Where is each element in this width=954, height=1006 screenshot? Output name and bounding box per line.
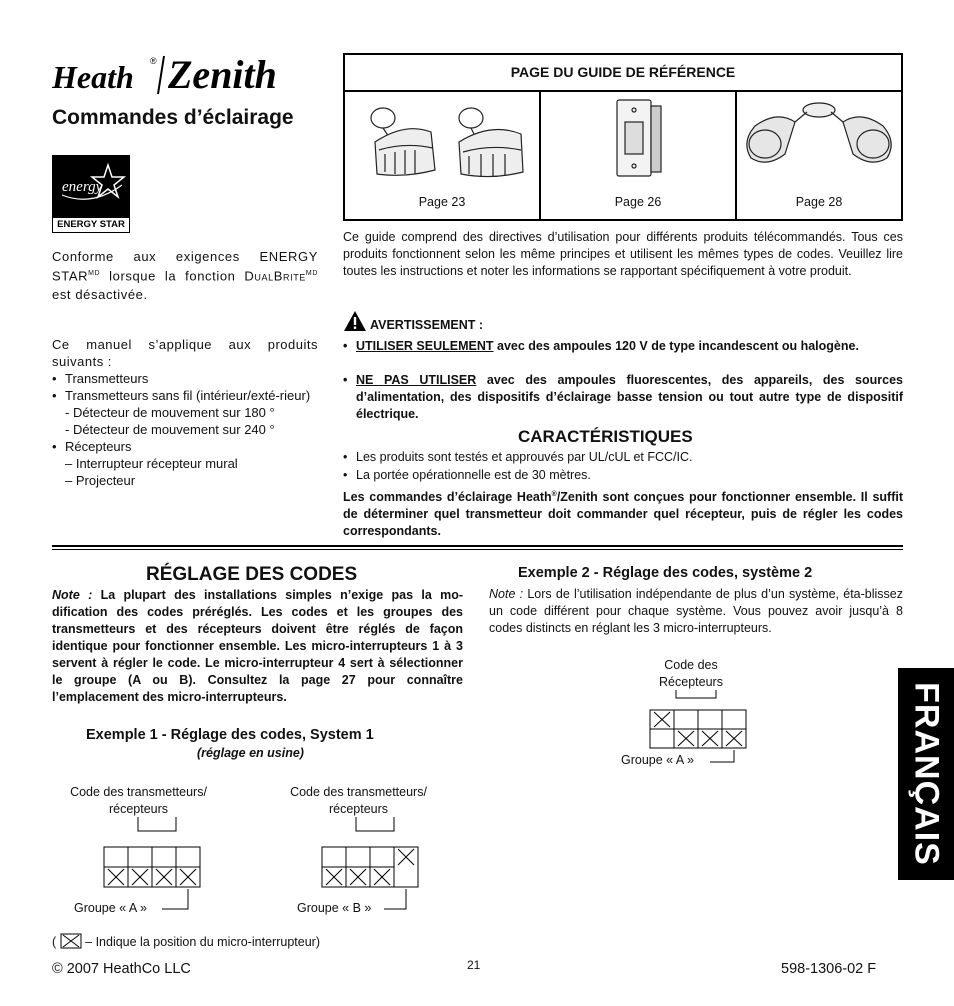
group-label: Groupe « B » — [297, 901, 372, 915]
list-subitem: – Interrupteur récepteur mural — [65, 456, 238, 471]
motion-sensor-image — [345, 92, 539, 192]
energy-star-label: ENERGY STAR — [52, 217, 130, 233]
page-subtitle: Commandes d’éclairage — [52, 106, 294, 129]
warning-text: avec des ampoules 120 V de type incandescent ou halogène. — [493, 339, 859, 353]
reference-cell-switch — [541, 92, 735, 219]
note-text: La plupart des installations simples n’exige pas la mo-dification des codes préréglés. Les codes et les groupes des transmetteurs et des récepteurs doivent être réglés de façon identique pour fonctionner ensemble. Les micro-interrupteurs 1 à 3 servent à régler le code. Le micro-interrupteur 4 sert à sélectionner le groupe (A ou B). Consultez la page 27 pour connaître l’emplacement des micro-interrupteurs. — [52, 588, 463, 704]
warning-item: • NE PAS UTILISER avec des ampoules fluorescentes, des appareils, des sources d’alimentation, des dispositifs d’éclairage basse tension ou tout autre type de dispositif électrique. — [343, 373, 904, 421]
list-item: • Transmetteurs — [52, 370, 318, 387]
energy-script: energy — [62, 179, 103, 195]
list-subitem: - Détecteur de mouvement sur 240 ° — [65, 422, 275, 437]
conf-sc1: UAL — [254, 272, 274, 283]
feature-item: • Les produits sont testés et approuvés par UL/cUL et FCC/IC. — [343, 449, 903, 466]
warning-lead: UTILISER SEULEMENT — [356, 339, 494, 353]
note-label: Note : — [52, 588, 93, 602]
floodlight-image — [737, 92, 901, 192]
conf-md1: MD — [88, 270, 101, 277]
intro-paragraph: Ce guide comprend des directives d’utilisation pour différents produits télécommandés. Tous ces produits fonctionnent selon les même principes et utilisent les mêmes types de codes. Veuillez lire toutes les instructions et noter les informations se rapportant spécifiquement à votre produit. — [343, 230, 903, 278]
conformity-text — [52, 248, 318, 303]
example2-title: Exemple 2 - Réglage des codes, système 2 — [518, 565, 813, 581]
brand-heath: Heath — [52, 59, 134, 95]
reference-cell-floodlight — [737, 92, 901, 219]
warning-item: • UTILISER SEULEMENT avec des ampoules 120 V de type incandescent ou halogène. — [343, 339, 859, 353]
legend-text: – Indique la position du micro-interrupteur) — [85, 935, 320, 949]
note-label: Note : — [489, 587, 524, 601]
conf-part4: est désactivée. — [52, 287, 148, 303]
list-subitem: – Projecteur — [65, 473, 136, 488]
feature-text: La portée opérationnelle est de 30 mètres. — [356, 468, 591, 482]
features-para-b: /Zenith sont conçues pour fonctionner ensemble. Il suffit de déterminer quel transmetteur doit commander quel récepteur, puis de régler les codes correspondants. — [343, 490, 903, 539]
reference-table — [343, 53, 903, 221]
legend — [52, 933, 320, 951]
language-tab — [898, 668, 954, 880]
energy-star-icon — [52, 155, 130, 217]
warning-heading — [343, 310, 483, 332]
codes-heading: RÉGLAGE DES CODES — [146, 564, 358, 585]
warning-title: AVERTISSEMENT : — [370, 318, 483, 332]
warning-text: avec des ampoules fluorescentes, des appareils, des sources d’alimentation, des dispositifs d’éclairage basse tension ou tout autre type de dispositif électrique. — [356, 373, 904, 421]
features-para-a: Les commandes d’éclairage Heath — [343, 490, 552, 505]
codes-note — [52, 587, 463, 706]
reference-cell-sensors — [345, 92, 539, 219]
footer-doc-number: 598-1306-02 F — [781, 961, 877, 977]
divider — [52, 545, 903, 547]
features-paragraph — [343, 486, 903, 540]
conf-sc2: RITE — [283, 272, 306, 283]
list-item: • Transmetteurs sans fil (intérieur/exté-rieur) — [52, 387, 318, 404]
footer-page-number: 21 — [467, 958, 481, 972]
dip-label: Code des transmetteurs/ récepteurs — [290, 785, 427, 816]
dip-label: Code des Récepteurs — [659, 658, 723, 689]
warning-lead: NE PAS UTILISER — [356, 373, 477, 387]
features-heading: CARACTÉRISTIQUES — [518, 427, 693, 446]
switch-position-icon — [60, 933, 82, 949]
wall-switch-image — [541, 92, 735, 192]
conf-md2: MD — [305, 270, 318, 277]
reference-title: PAGE DU GUIDE DE RÉFÉRENCE — [345, 55, 901, 92]
brand-logo — [52, 50, 320, 100]
reference-page: Page 28 — [795, 195, 843, 209]
reference-page: Page 26 — [614, 195, 662, 209]
language-tab-label: FRANÇAIS — [907, 682, 946, 866]
footer-copyright: © 2007 HeathCo LLC — [52, 961, 191, 977]
warning-icon — [343, 310, 367, 332]
registered-mark: ® — [150, 56, 157, 66]
conf-part3: B — [273, 268, 283, 284]
group-label: Groupe « A » — [74, 901, 147, 915]
example2-note — [489, 586, 903, 637]
divider — [52, 549, 903, 550]
note-text: Lors de l’utilisation indépendante de plus d’un système, éta-blissez un code différent pour chaque système. Vous pouvez avoir jusqu’à 8 codes distincts en réglant les 3 micro-interrupteurs. — [489, 587, 903, 635]
conf-part2: lorsque la fonction D — [100, 268, 255, 284]
brand-zenith: Zenith — [168, 52, 277, 97]
reference-page: Page 23 — [418, 195, 466, 209]
energy-star-logo — [52, 155, 130, 233]
dip-label: Code des transmetteurs/ récepteurs — [70, 785, 207, 816]
feature-item: • La portée opérationnelle est de 30 mètres. — [343, 467, 903, 484]
example1-title: Exemple 1 - Réglage des codes, System 1 — [86, 727, 374, 743]
list-item: • Récepteurs — [52, 438, 318, 455]
product-list-intro: Ce manuel s’applique aux produits suivants : — [52, 337, 318, 369]
example1-subtitle: (réglage en usine) — [197, 746, 304, 760]
conf-part1: Conforme aux exigences ENERGY STAR — [52, 249, 318, 284]
registered-mark: ® — [551, 491, 557, 498]
feature-text: Les produits sont testés et approuvés par UL/cUL et FCC/IC. — [356, 450, 693, 464]
product-list — [52, 336, 318, 489]
list-subitem: - Détecteur de mouvement sur 180 ° — [65, 405, 275, 420]
group-label: Groupe « A » — [621, 753, 694, 767]
legend-open: ( — [52, 935, 57, 949]
